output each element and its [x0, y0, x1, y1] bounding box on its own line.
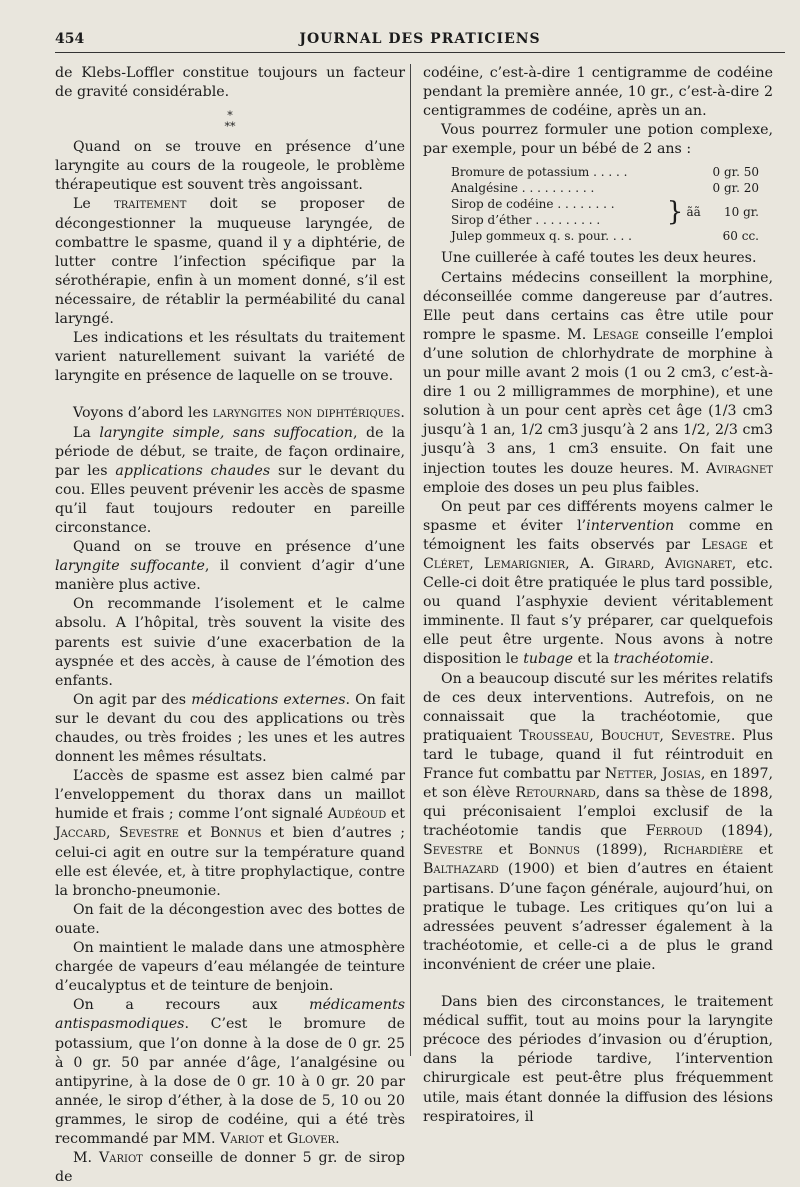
paragraph: Les indications et les résultats du traitement varient naturellement suivant la variété de laryngite en présence de laquelle on se trouve. — [55, 330, 405, 385]
prescription-table — [451, 164, 759, 244]
paragraph: On agit par des médications externes. On fait sur le devant du cou des applications ou très chaudes, ou très froides ; les unes et les autres donnent les mêmes résultats. — [55, 691, 406, 766]
italic-term: applications chaudes — [115, 462, 271, 479]
left-column — [55, 64, 405, 1187]
paragraph: Quand on se trouve en présence d’une laryngite au cours de la rougeole, le problème thérapeutique est souvent très angoissant. — [55, 139, 405, 194]
ana-abbrev: ãã — [686, 205, 701, 220]
italic-term: médicaments antispasmodiques — [55, 997, 405, 1033]
prescription-row: Sirop de codéine . . . . . . . . } ãã 10 gr. — [451, 197, 759, 228]
paragraph: On maintient le malade dans une atmosphère chargée de vapeurs d’eau mélangée de teinture d’eucalyptus et de teinture de benjoin. — [55, 940, 405, 995]
prescription-row: Analgésine . . . . . . . . . . 0 gr. 20 — [451, 181, 759, 196]
paragraph: de Klebs-Loffler constitue toujours un facteur de gravité considérable. — [55, 65, 405, 101]
spacer — [423, 975, 773, 993]
section-stars: * ** — [224, 109, 236, 134]
paragraph: Voyons d’abord les laryngites non diphtériques. — [73, 405, 405, 422]
paragraph: Le traitement doit se proposer de décongestionner la muqueuse laryngée, de combattre le spasme, quand il y a diphtérie, de lutter contre l’infection spécifique par la sérothérapie, enfin à un moment donné, s’il est nécessaire, de rétablir la perméabilité du canal laryngé. — [55, 196, 406, 328]
small-caps-term: laryngites non diphtériques — [212, 405, 401, 422]
prescription-row: Sirop d’éther . . . . . . . . . — [451, 213, 601, 228]
paragraph: Dans bien des circonstances, le traitement médical suffit, tout au moins pour la laryngite précoce des périodes d’invasion ou d’éruption, dans la période tardive, l’intervention chirurgicale est peut-être plus fréquemment utile, mais étant donnée la diffusion des lésions respiratoires, il — [423, 994, 773, 1125]
paragraph: Vous pourrez formuler une potion complexe, par exemple, pour un bébé de 2 ans : — [423, 122, 773, 158]
italic-term: laryngite suffocante — [55, 558, 205, 575]
small-caps-term: traitement — [114, 196, 187, 213]
paragraph: La laryngite simple, sans suffocation, de la période de début, se traite, de façon ordinaire, par les applications chaudes sur le devant du cou. Elles peuvent prévenir les accès de spasme qu’il faut toujours redouter en pareille circonstance. — [55, 424, 406, 536]
prescription-row: Bromure de potassium . . . . . 0 gr. 50 — [451, 165, 759, 180]
brace: } — [666, 197, 684, 228]
page-header — [55, 30, 785, 53]
italic-term: médications externes — [191, 691, 346, 708]
paragraph: codéine, c’est-à-dire 1 centigramme de codéine pendant la première année, 10 gr., c’est-à-dire 2 centigrammes de codéine, après un an. — [423, 65, 773, 120]
paragraph: M. Variot conseille de donner 5 gr. de sirop de — [55, 1150, 406, 1186]
paragraph: On fait de la décongestion avec des bottes de ouate. — [55, 901, 405, 937]
column-divider — [410, 64, 411, 1056]
prescription-row: Julep gommeux q. s. pour. . . . 60 cc. — [451, 229, 759, 244]
paragraph: Quand on se trouve en présence d’une laryngite suffocante, il convient d’agir d’une manière plus active. — [55, 539, 405, 594]
paragraph: On peut par ces différents moyens calmer le spasme et éviter l’intervention comme en témoignent les faits observés par Lesage et Cléret, Lemarignier, A. Girard, Avignaret, etc. Celle-ci doit être pratiquée le plus tard possible, ou quand l’asphyxie devient véritablement imminente. Il faut s’y préparer, car quelquefois elle peut être urgente. Nous avons à notre disposition le tubage et la trachéotomie. — [423, 498, 773, 668]
paragraph: On recommande l’isolement et le calme absolu. A l’hôpital, très souvent la visite des parents est suivie d’une exacerbation de la ayspnée et des accès, à cause de l’émotion des enfants. — [55, 596, 405, 689]
paragraph: L’accès de spasme est assez bien calmé par l’enveloppement du thorax dans un maillot humide et frais ; comme l’ont signalé Audéoud et Jaccard, Sevestre et Bonnus et bien d’autres ; celui-ci agit en outre sur la température quand elle est élevée, et, à titre prophylactique, contre la broncho-pneumonie. — [55, 768, 405, 899]
paragraph: On a beaucoup discuté sur les mérites relatifs de ces deux interventions. Autrefois, on ne connaissait que la trachéotomie, que pratiquaient Trousseau, Bouchut, Sevestre. Plus tard le tubage, quand il fut réintroduit en France fut combattu par Netter, Josias, en 1897, et son élève Retournard, dans sa thèse de 1898, qui préconisaient l’emploi exclusif de la trachéotomie tandis que Ferroud (1894), Sevestre et Bonnus (1899), Richardière et Balthazard (1900) et bien d’autres en étaient partisans. D’une façon générale, aujourd’hui, on pratique le tubage. Les critiques qu’on lui a adressées peuvent s’adresser également à la trachéotomie, et celle-ci a de plus le grand inconvénient de créer une plaie. — [423, 670, 774, 973]
italic-term: laryngite simple, sans suffocation — [99, 424, 353, 441]
paragraph: On a recours aux médicaments antispasmodiques. C’est le bromure de potassium, que l’on donne à la dose de 0 gr. 25 à 0 gr. 50 par année d’âge, l’analgésine ou antipyrine, à la dose de 0 gr. 10 à 0 gr. 20 par année, le sirop d’éther, à la dose de 5, 10 ou 20 grammes, le sirop de codéine, qui a été très recommandé par MM. Variot et Glover. — [55, 997, 405, 1147]
journal-title: JOURNAL DES PRATICIENS — [299, 31, 541, 47]
page-number: 454 — [55, 31, 85, 47]
paragraph: Certains médecins conseillent la morphine, déconseillée comme dangereuse par d’autres. Elle peut dans certains cas être utile pour rompre le spasme. M. Lesage conseille l’emploi d’une solution de chlorhydrate de morphine à un pour mille avant 2 mois (1 ou 2 cm3, c’est-à-dire 1 ou 2 milligrammes de morphine), et une solution à un pour cent après cet âge (1/3 cm3 jusqu’à 1 an, 1/2 cm3 jusqu’à 2 ans 1/2, 2/3 cm3 jusqu’à 3 ans, 1 cm3 ensuite. On fait une injection toutes les douze heures. M. Aviragnet emploie des doses un peu plus faibles. — [423, 269, 773, 496]
spacer — [55, 386, 405, 404]
right-column — [423, 64, 773, 1127]
paragraph: Une cuillerée à café toutes les deux heures. — [441, 250, 757, 267]
